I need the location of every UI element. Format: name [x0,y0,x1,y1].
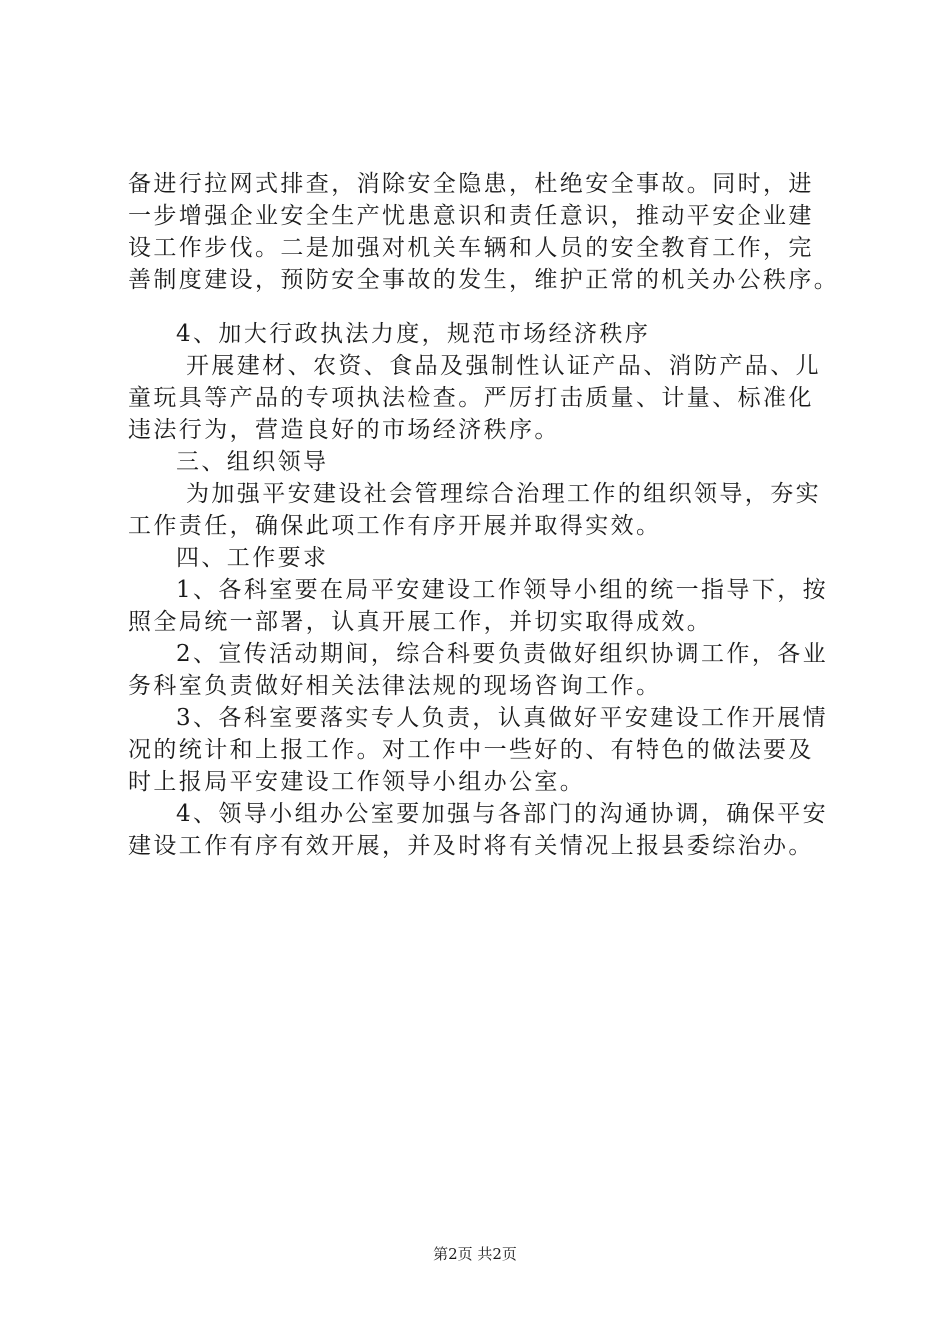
paragraph-line: 一步增强企业安全生产忧患意识和责任意识，推动平安企业建 [128,203,814,229]
paragraph-line: 备进行拉网式排查，消除安全隐患，杜绝安全事故。同时，进 [128,171,814,197]
paragraph-line: 3、各科室要落实专人负责，认真做好平安建设工作开展情 [176,705,829,731]
paragraph-line: 建设工作有序有效开展，并及时将有关情况上报县委综治办。 [128,833,814,859]
paragraph-gap [128,296,828,318]
section-heading-4: 4、加大行政执法力度，规范市场经济秩序 [176,321,651,347]
paragraph-line: 务科室负责做好相关法律法规的现场咨询工作。 [128,673,662,699]
paragraph-line: 时上报局平安建设工作领导小组办公室。 [128,769,586,795]
page-number-indicator: 第2页 共2页 [433,1245,517,1263]
page-footer [0,1244,950,1264]
paragraph-line: 2、宣传活动期间，综合科要负责做好组织协调工作，各业 [176,641,829,667]
paragraph-line: 设工作步伐。二是加强对机关车辆和人员的安全教育工作，完 [128,235,814,261]
paragraph-line: 童玩具等产品的专项执法检查。严厉打击质量、计量、标准化 [128,385,814,411]
paragraph-line: 为加强平安建设社会管理综合治理工作的组织领导，夯实 [186,481,821,507]
section-heading-requirements: 四、工作要求 [176,545,329,571]
paragraph-line: 况的统计和上报工作。对工作中一些好的、有特色的做法要及 [128,737,814,763]
paragraph-line: 违法行为，营造良好的市场经济秩序。 [128,417,560,443]
section-heading-organization: 三、组织领导 [176,449,329,475]
paragraph-line: 4、领导小组办公室要加强与各部门的沟通协调，确保平安 [176,801,829,827]
paragraph-line: 开展建材、农资、食品及强制性认证产品、消防产品、儿 [186,353,821,379]
paragraph-line: 善制度建设，预防安全事故的发生，维护正常的机关办公秩序。 [128,267,840,293]
paragraph-line: 工作责任，确保此项工作有序开展并取得实效。 [128,513,662,539]
paragraph-line: 1、各科室要在局平安建设工作领导小组的统一指导下，按 [176,577,829,603]
document-body [128,168,840,862]
paragraph-line: 照全局统一部署，认真开展工作，并切实取得成效。 [128,609,713,635]
